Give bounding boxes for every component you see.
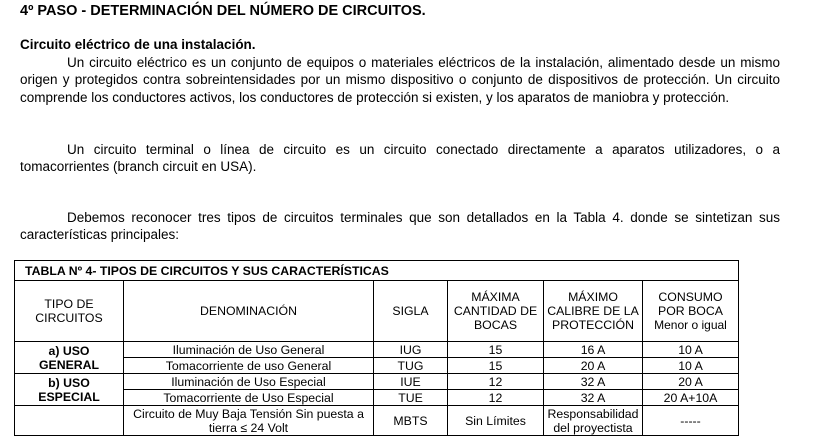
group-label-uso-general: a) USO GENERAL [15, 342, 124, 374]
cell-denominacion: Iluminación de Uso General [124, 342, 374, 358]
cell-sigla: TUE [374, 390, 448, 406]
cell-denominacion: Tomacorriente de Uso Especial [124, 390, 374, 406]
cell-consumo: 20 A [643, 374, 739, 390]
header-calibre: MÁXIMO CALIBRE DE LA PROTECCIÓN [544, 281, 643, 342]
group-label-uso-especial: b) USO ESPECIAL [15, 374, 124, 406]
header-consumo-sub: Menor o igual [654, 318, 727, 332]
header-tipo: TIPO DE CIRCUITOS [15, 281, 124, 342]
cell-denominacion: Iluminación de Uso Especial [124, 374, 374, 390]
cell-calibre: Responsabilidad del proyectista [544, 406, 643, 436]
table-row [15, 374, 739, 390]
header-bocas: MÁXIMA CANTIDAD DE BOCAS [448, 281, 544, 342]
cell-sigla: IUE [374, 374, 448, 390]
cell-bocas: 12 [448, 390, 544, 406]
cell-bocas: Sin Límites [448, 406, 544, 436]
header-sigla: SIGLA [374, 281, 448, 342]
cell-calibre: 32 A [544, 390, 643, 406]
paragraph-table-intro: Debemos reconocer tres tipos de circuitos terminales que son detallados en la Tabla 4. donde se sintetizan sus características principales: [20, 210, 780, 243]
cell-consumo: ----- [643, 406, 739, 436]
cell-bocas: 15 [448, 342, 544, 358]
paragraph-circuit-definition: Un circuito eléctrico es un conjunto de equipos o materiales eléctricos de la instalación, alimentado desde un mismo origen y protegidos contra sobreintensidades por un mismo dispositivo o conjunto de dispositivos de protección. Un circuito comprende los conductores activos, los conductores de protección si existen, y los aparatos de maniobra y protección. [20, 55, 780, 105]
table-caption: TABLA Nº 4- TIPOS DE CIRCUITOS Y SUS CARACTERÍSTICAS [15, 261, 739, 281]
cell-sigla: IUG [374, 342, 448, 358]
cell-bocas: 15 [448, 358, 544, 374]
header-consumo-label: CONSUMO POR BOCA [658, 290, 723, 318]
cell-sigla: MBTS [374, 406, 448, 436]
table-row [15, 342, 739, 358]
cell-denominacion: Circuito de Muy Baja Tensión Sin puesta a tierra ≤ 24 Volt [124, 406, 374, 436]
cell-calibre: 32 A [544, 374, 643, 390]
header-consumo [643, 281, 739, 342]
table-row [15, 406, 739, 436]
page-heading: 4º PASO - DETERMINACIÓN DEL NÚMERO DE CIRCUITOS. [20, 3, 426, 19]
header-denominacion: DENOMINACIÓN [124, 281, 374, 342]
cell-calibre: 20 A [544, 358, 643, 374]
paragraph-terminal-circuit: Un circuito terminal o línea de circuito es un circuito conectado directamente a aparatos utilizadores, o a tomacorrientes (branch circuit en USA). [20, 142, 780, 175]
cell-consumo: 10 A [643, 358, 739, 374]
circuit-types-table [14, 260, 739, 436]
section-subheading: Circuito eléctrico de una instalación. [20, 37, 256, 52]
cell-sigla: TUG [374, 358, 448, 374]
cell-bocas: 12 [448, 374, 544, 390]
cell-tipo-empty [15, 406, 124, 436]
table-row [15, 390, 739, 406]
cell-calibre: 16 A [544, 342, 643, 358]
cell-consumo: 20 A+10A [643, 390, 739, 406]
table-row [15, 358, 739, 374]
cell-denominacion: Tomacorriente de uso General [124, 358, 374, 374]
cell-consumo: 10 A [643, 342, 739, 358]
